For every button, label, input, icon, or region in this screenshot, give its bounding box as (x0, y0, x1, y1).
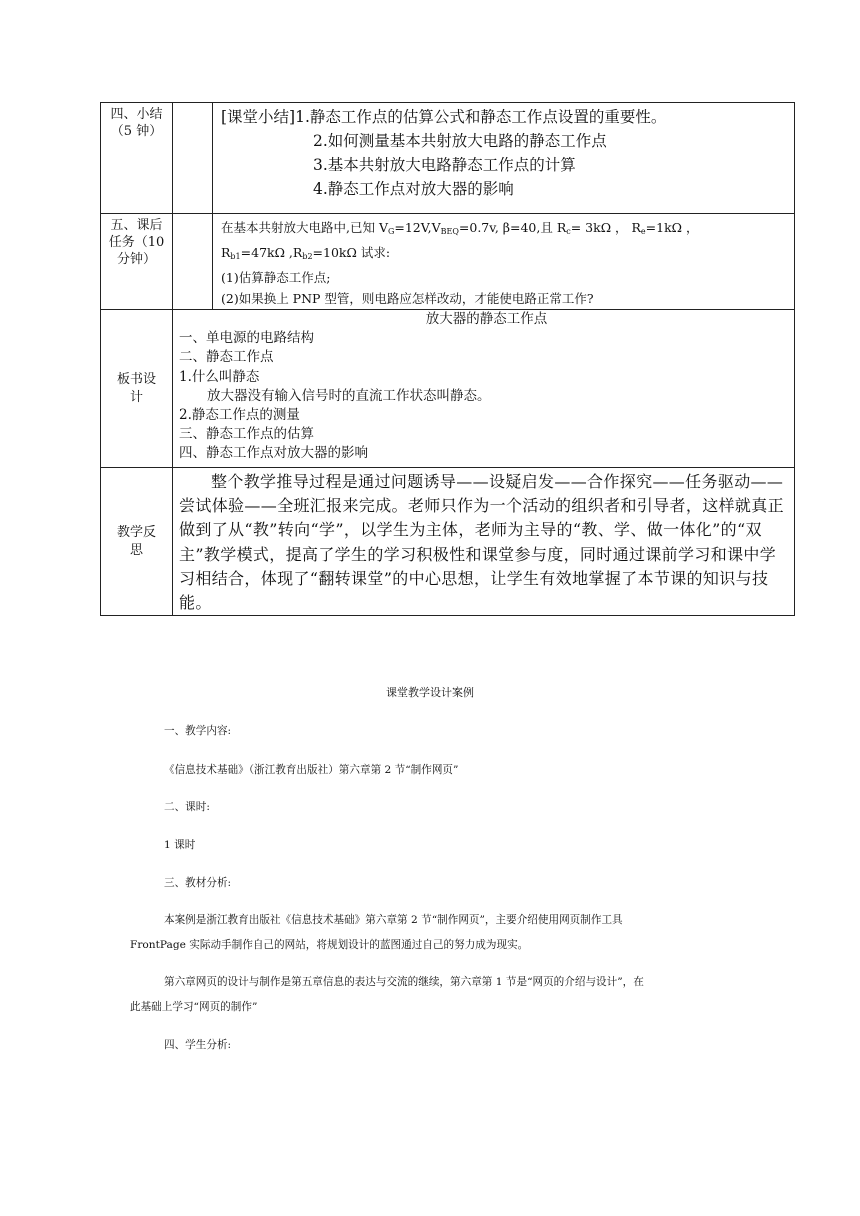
summary-row (101, 103, 795, 214)
reflection-stage-line: 教学反 (116, 524, 156, 540)
board-stage-line: 计 (129, 389, 143, 405)
task-text: =47kΩ ,R (240, 245, 303, 260)
task-text: = 3kΩ ， R (570, 220, 641, 235)
summary-stage-line: 四、小结 (110, 107, 163, 122)
paragraph: 《信息技术基础》（浙江教育出版社）第六章第 2 节“制作网页” (164, 764, 459, 776)
board-item: 一、单电源的电路结构 (179, 330, 314, 347)
board-content-cell (173, 310, 795, 468)
task-line-2 (221, 242, 794, 267)
task-stage-line: 任务（10 (108, 235, 165, 250)
paragraph: 第六章网页的设计与制作是第五章信息的表达与交流的继续，第六章第 1 节是“网页的介绍与设计”，在 (164, 976, 644, 988)
board-item: 1.什么叫静态 (179, 368, 260, 385)
summary-line: [课堂小结]1.静态工作点的估算公式和静态工作点设置的重要性。 (221, 108, 667, 126)
task-line-1 (221, 217, 794, 242)
task-row (101, 214, 795, 310)
paragraph: FrontPage 实际动手制作自己的网站，将规划设计的蓝图通过自己的努力成为现实。 (130, 939, 529, 951)
paragraph: 此基础上学习“网页的制作” (130, 1001, 258, 1013)
task-text: =10kΩ 试求: (312, 245, 391, 260)
task-text: =0.7v, β=40,且 R (458, 220, 567, 235)
board-stage-cell (101, 310, 173, 468)
section-heading: 二、课时: (164, 801, 210, 813)
task-subscript: e (640, 227, 646, 236)
board-item: 2.静态工作点的测量 (179, 407, 300, 424)
task-subscript: b1 (230, 252, 241, 261)
section-heading: 一、教学内容: (164, 725, 232, 737)
paragraph: 1 课时 (164, 839, 196, 851)
task-subscript: G (387, 227, 395, 236)
task-stage-line: 分钟） (116, 252, 156, 267)
paragraph: 本案例是浙江教育出版社《信息技术基础》第六章第 2 节“制作网页”，主要介绍使用网页制作工具 (164, 914, 623, 926)
task-text: =1kΩ ， (645, 220, 699, 235)
task-subscript: BEQ (440, 227, 459, 236)
section-heading: 四、学生分析: (164, 1039, 232, 1051)
case-title: 课堂教学设计案例 (386, 686, 474, 699)
task-line-4: (2)如果换上 PNP 型管，则电路应怎样改动，才能使电路正常工作? (221, 291, 594, 306)
task-stage-line: 五、课后 (110, 218, 163, 233)
section-heading: 三、教材分析: (164, 877, 232, 889)
reflection-text: 整个教学推导过程是通过问题诱导——设疑启发——合作探究——任务驱动——尝试体验——全班汇报来完成。老师只作为一个活动的组织者和引导者，这样就真正做到了从“教”转向“学”，以学生为主体，老师为主导的“教、学、做一体化”的“双主”教学模式，提高了学生的学习积极性和课堂参与度，同时通过课前学习和课中学习相结合，体现了“翻转课堂”的中心思想，让学生有效地掌握了本节课的知识与技能。 (173, 468, 795, 616)
summary-stage-line: （5 钟） (110, 124, 163, 139)
task-stage-cell (101, 214, 173, 310)
board-row (101, 310, 795, 468)
task-text: 在基本共射放大电路中,已知 V (221, 220, 388, 235)
reflection-stage-line: 思 (129, 542, 143, 558)
lesson-plan-table (100, 102, 795, 616)
task-subscript: c (566, 227, 571, 236)
board-item: 二、静态工作点 (179, 349, 274, 366)
board-item: 四、静态工作点对放大器的影响 (179, 445, 368, 462)
task-text: R (221, 245, 231, 260)
reflection-row (101, 468, 795, 616)
empty-cell (173, 214, 213, 310)
board-item: 三、静态工作点的估算 (179, 426, 314, 443)
summary-line: 4.静态工作点对放大器的影响 (313, 180, 514, 198)
board-item-indented: 放大器没有输入信号时的直流工作状态叫静态。 (207, 387, 491, 404)
reflection-stage-cell (101, 468, 173, 616)
board-title: 放大器的静态工作点 (425, 311, 548, 327)
task-line-3: (1)估算静态工作点; (221, 270, 331, 285)
summary-stage-cell (101, 103, 173, 214)
empty-cell (173, 103, 213, 214)
task-text: =12V,V (394, 220, 441, 235)
board-stage-line: 板书设 (116, 371, 156, 387)
task-content-cell (213, 214, 795, 310)
summary-line: 3.基本共射放大电路静态工作点的计算 (313, 156, 576, 174)
summary-content-cell (213, 103, 795, 214)
summary-line: 2.如何测量基本共射放大电路的静态工作点 (313, 132, 607, 150)
task-subscript: b2 (302, 252, 313, 261)
